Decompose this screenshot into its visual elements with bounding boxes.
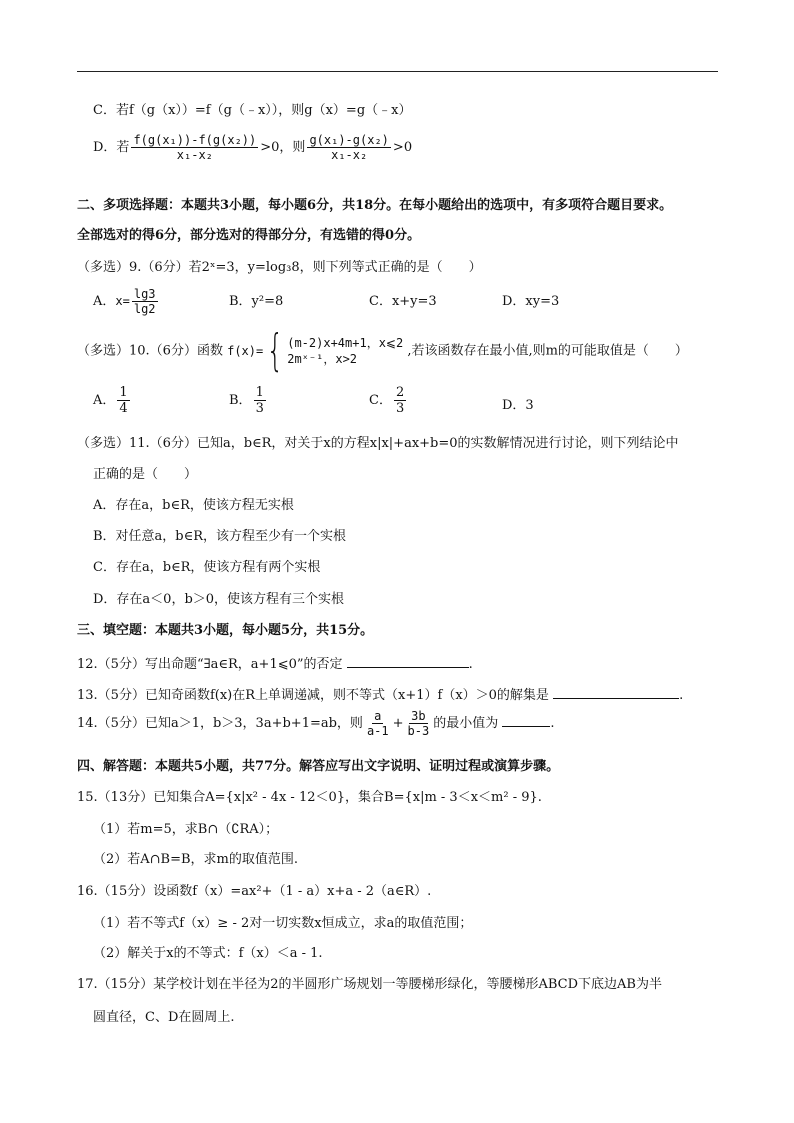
q14-prefix: 14.（5分）已知a＞1，b＞3，3a+b+1=ab，则	[77, 716, 363, 731]
q11-option-b: B．对任意a，b∈R，该方程至少有一个实根	[93, 529, 347, 544]
brace-icon: {	[266, 325, 284, 376]
q15-part2: （2）若A∩B=B，求m的取值范围.	[93, 852, 299, 867]
q9-option-b: B．y²=8	[229, 294, 284, 309]
q12-text: 12.（5分）写出命题“∃a∈R，a+1⩽0”的否定	[77, 657, 343, 672]
q9-stem: （多选）9.（6分）若2ˣ=3，y=log₃8，则下列等式正确的是（ ）	[77, 260, 482, 275]
q16-part2: （2）解关于x的不等式：f（x）＜a - 1.	[93, 946, 323, 961]
plus-sign: +	[392, 716, 404, 731]
q11-stem-line2: 正确的是（ ）	[93, 467, 198, 482]
case-2: 2mˣ⁻¹，x>2	[287, 352, 358, 366]
q13-text: 13.（5分）已知奇函数f(x)在R上单调递减，则不等式（x+1）f（x）＞0的解集是	[77, 688, 549, 703]
fraction-denominator: x₁-x₂	[331, 148, 368, 162]
option-d-mid: >0，则	[260, 140, 306, 155]
q16-stem: 16.（15分）设函数f（x）=ax²+（1 - a）x+a - 2（a∈R）.	[77, 884, 432, 899]
fraction-denominator: x₁-x₂	[176, 148, 213, 162]
fraction-numerator: f(g(x₁))-f(g(x₂))	[133, 133, 257, 147]
q11-stem-line1: （多选）11.（6分）已知a，b∈R，对关于x的方程x|x|+ax+b=0的实数解情况进行讨论，则下列结论中	[77, 436, 679, 451]
section2-heading-line2: 全部选对的得6分，部分选对的得部分分，有选错的得0分。	[77, 228, 421, 243]
fraction-numerator: 1	[119, 385, 128, 400]
fraction-numerator: lg3	[133, 287, 156, 301]
period: .	[550, 716, 555, 731]
q12-stem	[77, 655, 473, 671]
fraction	[132, 288, 158, 315]
option-label: B．	[229, 393, 252, 408]
q10-option-b	[229, 386, 268, 415]
fraction	[254, 386, 266, 415]
q10-suffix: ,若该函数存在最小值,则m的可能取值是（ ）	[407, 343, 688, 359]
fraction-numerator: 2	[395, 385, 405, 400]
section4-heading: 四、解答题：本题共5小题，共77分。解答应写出文字说明、证明过程或演算步骤。	[77, 759, 560, 774]
q17-stem-line2: 圆直径，C、D在圆周上.	[93, 1010, 235, 1025]
q9-option-a	[93, 288, 160, 315]
fraction-denominator: lg2	[133, 302, 156, 316]
fraction-numerator: g(x₁)-g(x₂)	[309, 133, 389, 147]
q9-option-d: D．xy=3	[502, 294, 560, 309]
answer-blank[interactable]	[502, 714, 550, 727]
q15-part1: （1）若m=5，求B∩（∁RA）；	[93, 822, 279, 837]
q13-stem	[77, 686, 683, 702]
fraction-1	[365, 710, 391, 737]
fraction-1	[131, 134, 258, 161]
option-c-prev: C．若f（g（x））=f（g（﹣x）），则g（x）=g（﹣x）	[93, 103, 412, 118]
q14-stem	[77, 710, 555, 737]
piecewise-function	[227, 325, 404, 376]
fraction-numerator: 1	[255, 385, 264, 400]
option-d-suffix: >0	[392, 140, 413, 155]
q10-stem	[77, 325, 688, 376]
fraction-2	[406, 710, 432, 737]
answer-blank[interactable]	[553, 686, 679, 699]
fraction	[394, 386, 406, 415]
option-a-lhs: x=	[115, 294, 130, 308]
q10-option-a	[93, 386, 132, 415]
q10-prefix: （多选）10.（6分）函数	[77, 343, 223, 359]
q11-option-a: A．存在a，b∈R，使该方程无实根	[93, 498, 294, 513]
q14-suffix: 的最小值为	[433, 716, 499, 731]
fraction-2	[307, 134, 390, 161]
option-label: A．	[93, 294, 116, 309]
fraction-denominator: a-1	[366, 724, 389, 738]
q17-stem-line1: 17.（15分）某学校计划在半径为2的半圆形广场规划一等腰梯形绿化，等腰梯形ABCD下底边AB为半	[77, 977, 662, 992]
fraction-denominator: b-3	[407, 724, 430, 738]
fraction-denominator: 3	[395, 401, 405, 416]
option-label: A．	[93, 393, 116, 408]
header-rule	[77, 71, 718, 72]
option-d-prefix: D．若	[93, 140, 130, 155]
fraction-denominator: 3	[255, 401, 264, 416]
fraction-denominator: 4	[119, 401, 128, 416]
fraction-numerator: 3b	[411, 709, 426, 723]
q10-option-d: D．3	[502, 398, 534, 413]
section2-heading-line1: 二、多项选择题：本题共3小题，每小题6分，共18分。在每小题给出的选项中，有多项符合题目要求。	[77, 198, 673, 213]
fraction-numerator: a	[374, 709, 382, 723]
option-label: C．	[369, 393, 392, 408]
section3-heading: 三、填空题：本题共3小题，每小题5分，共15分。	[77, 623, 374, 638]
period: .	[679, 688, 684, 703]
fraction	[117, 386, 129, 415]
q11-option-d: D．存在a＜0，b＞0，使该方程有三个实根	[93, 592, 345, 607]
answer-blank[interactable]	[347, 655, 469, 668]
period: .	[468, 657, 473, 672]
case-1: (m-2)x+4m+1，x⩽2	[287, 336, 404, 350]
cases	[287, 337, 403, 365]
q16-part1: （1）若不等式f（x）≥ - 2对一切实数x恒成立，求a的取值范围；	[93, 916, 473, 931]
q9-option-c: C．x+y=3	[369, 294, 437, 309]
q11-option-c: C．存在a，b∈R，使该方程有两个实根	[93, 560, 321, 575]
option-d-prev	[93, 134, 412, 161]
function-name: f(x)=	[227, 344, 264, 358]
q10-option-c	[369, 386, 408, 415]
q15-stem: 15.（13分）已知集合A={x|x² - 4x - 12＜0}，集合B={x|m - 3＜x＜m² - 9}.	[77, 790, 542, 805]
